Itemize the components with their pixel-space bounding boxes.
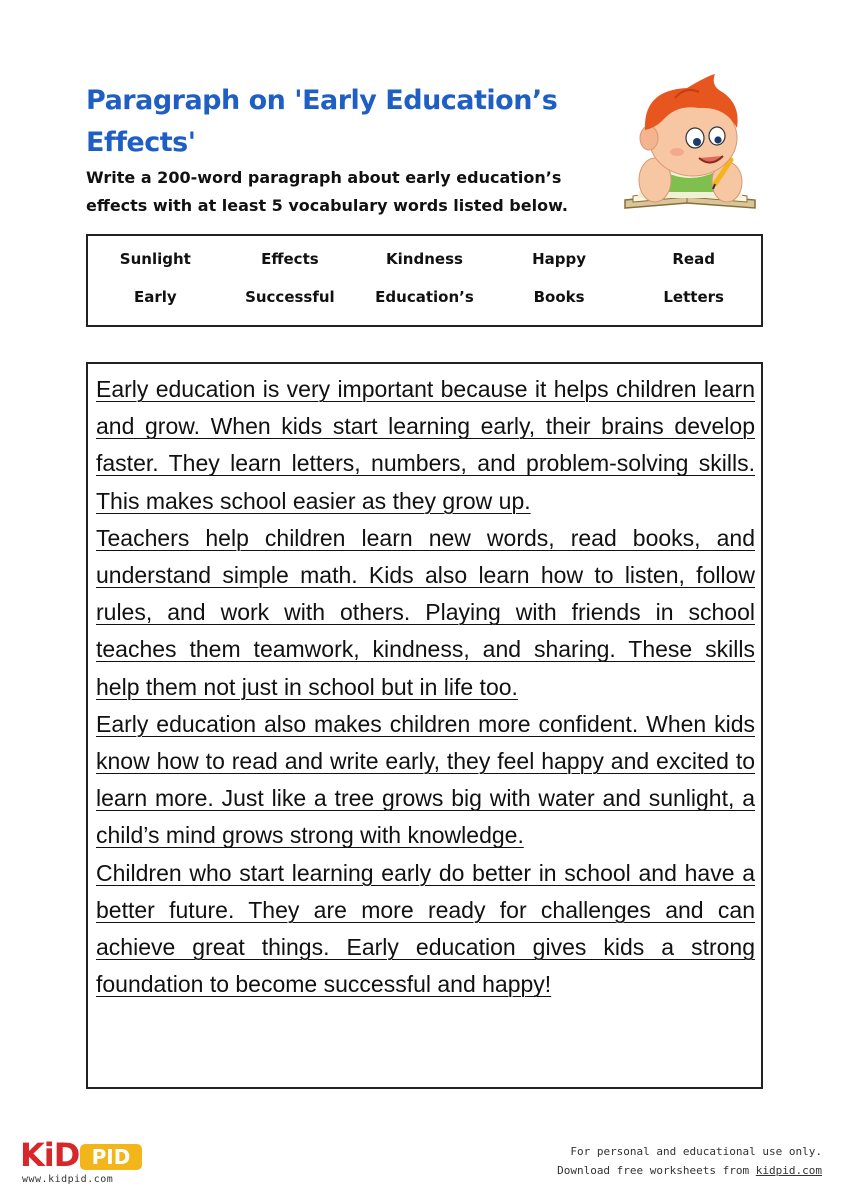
footer-download-prefix: Download free worksheets from: [557, 1164, 756, 1177]
passage-box: [86, 362, 763, 1089]
vocabulary-row: [88, 250, 761, 268]
worksheet-title: Paragraph on 'Early Education’s Effects': [86, 85, 558, 158]
footer-kidpid-link[interactable]: kidpid.com: [755, 1164, 822, 1177]
passage-paragraph: Teachers help children learn new words, read books, and understand simple math. Kids also learn how to listen, follow rules, and work with others. Playing with friends in school teaches them teamwork, kindness, and sharing. These skills help them not just in school but in life too.: [96, 524, 755, 700]
logo-url: www.kidpid.com: [22, 1174, 114, 1185]
vocabulary-word: Education’s: [375, 288, 474, 306]
vocabulary-word: Early: [133, 288, 177, 306]
vocabulary-word: Letters: [663, 288, 724, 306]
vocabulary-word: Sunlight: [119, 250, 191, 268]
vocabulary-word: Effects: [261, 250, 319, 268]
passage-text: [96, 371, 755, 1003]
footer-download-line: [557, 1161, 822, 1180]
vocabulary-word: Happy: [532, 250, 587, 268]
vocabulary-word: Read: [672, 250, 715, 268]
vocabulary-row: [88, 288, 761, 306]
footer-note: [557, 1142, 822, 1180]
vocabulary-box: [86, 234, 763, 327]
logo-kid-text: KiD: [20, 1136, 80, 1174]
passage-paragraph: Children who start learning early do better in school and have a better future. They are more ready for challenges and can achieve great things. Early education gives kids a strong foundation to become successful and happy!: [96, 859, 755, 998]
worksheet-instruction: Write a 200-word paragraph about early education’s effects with at least 5 vocabulary words listed below.: [86, 168, 568, 215]
kidpid-logo: [20, 1136, 140, 1186]
boy-reading-illustration: [615, 72, 765, 220]
passage-paragraph: Early education is very important because it helps children learn and grow. When kids start learning early, their brains develop faster. They learn letters, numbers, and problem-solving skills. This makes school easier as they grow up.: [96, 376, 755, 514]
footer-usage-line: For personal and educational use only.: [570, 1145, 822, 1158]
passage-paragraph: Early education also makes children more confident. When kids know how to read and write early, they feel happy and excited to learn more. Just like a tree grows big with water and sunlight, a child’s mind grows strong with knowledge.: [96, 710, 755, 849]
vocabulary-word: Books: [533, 288, 585, 306]
vocabulary-word: Successful: [245, 288, 335, 306]
vocabulary-word: Kindness: [386, 250, 463, 268]
logo-pid-badge: PID: [80, 1144, 142, 1170]
